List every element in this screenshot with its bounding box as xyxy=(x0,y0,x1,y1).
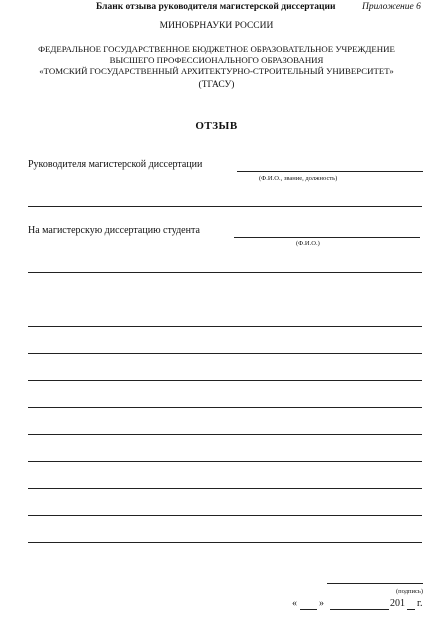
blank-line[interactable] xyxy=(28,407,422,408)
date-year-suffix: г. xyxy=(417,598,423,609)
org-abbreviation: (ТГАСУ) xyxy=(198,80,235,90)
blank-line[interactable] xyxy=(28,461,422,462)
blank-line[interactable] xyxy=(28,488,422,489)
student-field-line[interactable] xyxy=(234,237,420,238)
date-year-prefix: 201 xyxy=(390,598,405,609)
document-title: ОТЗЫВ xyxy=(195,120,238,132)
date-day-line[interactable] xyxy=(300,609,317,610)
supervisor-hint: (Ф.И.О., звание, должность) xyxy=(259,175,338,182)
blank-line[interactable] xyxy=(28,380,422,381)
blank-line[interactable] xyxy=(28,542,422,543)
form-title: Бланк отзыва руководителя магистерской диссертации xyxy=(96,2,336,12)
blank-line[interactable] xyxy=(28,206,422,207)
org-line-2: ВЫСШЕГО ПРОФЕССИОНАЛЬНОГО ОБРАЗОВАНИЯ xyxy=(109,55,324,65)
supervisor-label: Руководителя магистерской диссертации xyxy=(28,159,203,170)
ministry-name: МИНОБРНАУКИ РОССИИ xyxy=(159,21,274,31)
blank-line[interactable] xyxy=(28,434,422,435)
blank-line[interactable] xyxy=(28,353,422,354)
date-close-quote: » xyxy=(319,598,324,609)
date-month-line[interactable] xyxy=(330,609,389,610)
student-hint: (Ф.И.О.) xyxy=(296,240,320,247)
signature-hint: (подпись) xyxy=(396,588,423,595)
appendix-label: Приложение 6 xyxy=(362,2,421,12)
blank-line[interactable] xyxy=(28,272,422,273)
date-year-line[interactable] xyxy=(407,609,415,610)
date-open-quote: « xyxy=(292,598,297,609)
student-label: На магистерскую диссертацию студента xyxy=(28,225,200,236)
signature-line[interactable] xyxy=(327,583,423,584)
blank-line[interactable] xyxy=(28,326,422,327)
org-line-3: «ТОМСКИЙ ГОСУДАРСТВЕННЫЙ АРХИТЕКТУРНО-СТРОИТЕЛЬНЫЙ УНИВЕРСИТЕТ» xyxy=(39,66,394,76)
blank-line[interactable] xyxy=(28,515,422,516)
org-line-1: ФЕДЕРАЛЬНОЕ ГОСУДАРСТВЕННОЕ БЮДЖЕТНОЕ ОБРАЗОВАТЕЛЬНОЕ УЧРЕЖДЕНИЕ xyxy=(38,44,395,54)
supervisor-field-line[interactable] xyxy=(237,171,423,172)
